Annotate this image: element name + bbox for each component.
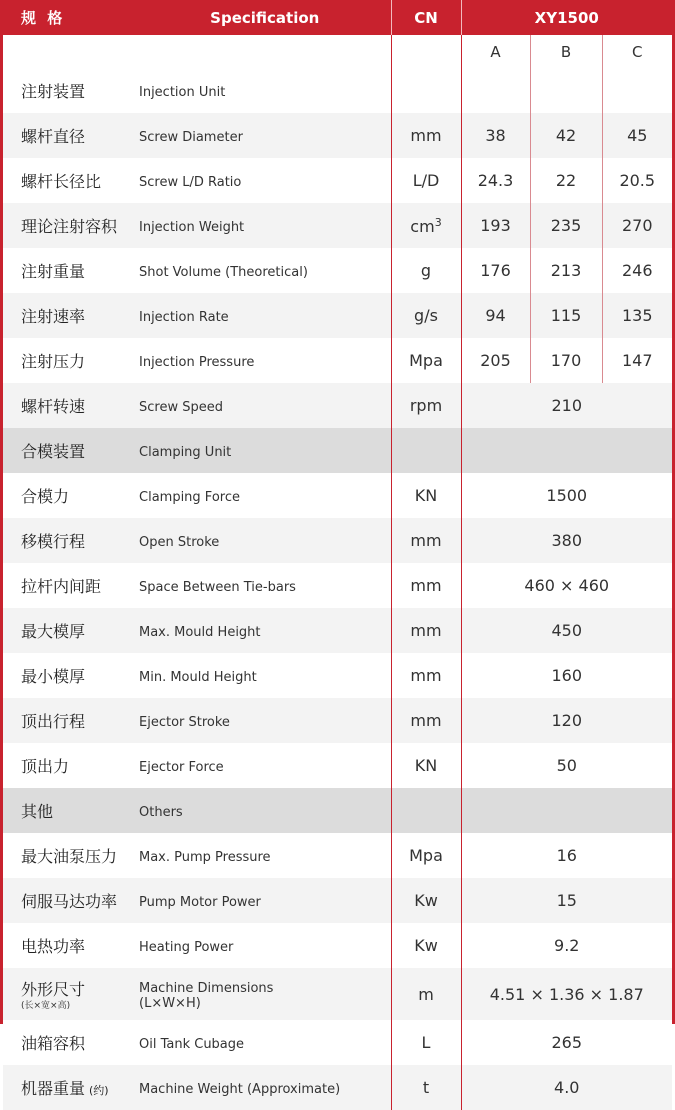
row-cn-text: 外形尺寸 [21,980,86,999]
row-en-label: Oil Tank Cubage [139,1037,245,1052]
row-cn-text: 注射装置 [21,82,86,101]
row-unit-text: mm [410,666,442,685]
row-unit-text: rpm [409,396,443,415]
row-unit-sup: 3 [434,215,442,229]
row-value: 120 [461,698,672,743]
row-unit [391,833,461,878]
variant-label: A [461,35,530,68]
variant-label: C [602,35,672,68]
row-unit [391,653,461,698]
row-value: 4.51 × 1.36 × 1.87 [461,968,672,1020]
spec-row [3,968,672,1020]
row-unit [391,608,461,653]
row-unit-text: L/D [412,171,440,190]
spec-table [3,0,672,1110]
row-cn-label [3,878,139,923]
variant-label: B [530,35,602,68]
row-value: 16 [461,833,672,878]
row-unit [391,743,461,788]
row-cn-text: 螺杆直径 [21,127,86,146]
row-value: 160 [461,653,672,698]
row-unit-text: KN [414,756,438,775]
row-cn-text: 移模行程 [21,532,86,551]
spec-row [3,158,672,203]
row-en-label: Others [139,788,391,833]
row-value [461,68,530,113]
row-cn-label [3,158,139,203]
row-unit [391,518,461,563]
spec-row [3,563,672,608]
row-unit [391,158,461,203]
header-model-label: XY1500 [461,0,672,35]
spec-row [3,698,672,743]
row-value [461,428,672,473]
header-row [3,0,672,35]
row-cn-text: 最大油泵压力 [21,847,118,866]
spec-row [3,1065,672,1110]
row-value: 380 [461,518,672,563]
row-unit [391,788,461,833]
row-unit [391,923,461,968]
row-cn-text: 伺服马达功率 [21,892,118,911]
row-cn-text: 油箱容积 [21,1034,86,1053]
row-unit [391,428,461,473]
row-cn-text: 最小模厚 [21,667,86,686]
row-cn-text: 顶出行程 [21,712,86,731]
row-unit [391,113,461,158]
header-spec-label: Specification [139,0,391,35]
spec-row [3,293,672,338]
row-en-label: Pump Motor Power [139,878,391,923]
row-cn-text: 最大模厚 [21,622,86,641]
spec-row [3,923,672,968]
row-cn-label [3,968,139,1020]
row-value: 235 [530,203,602,248]
row-unit-text: L [421,1033,431,1052]
row-cn-label [3,1020,139,1065]
row-unit-text: g/s [414,306,438,325]
row-unit-text: mm [410,531,442,550]
row-unit-text: Mpa [409,351,443,370]
row-unit [391,248,461,293]
row-en-label: Open Stroke [139,518,391,563]
row-value: 115 [530,293,602,338]
row-en-label: Injection Pressure [139,355,255,370]
spec-row [3,1020,672,1065]
row-cn-text: 拉杆内间距 [21,577,102,596]
row-cn-label [3,1065,139,1110]
spec-row [3,743,672,788]
row-en-label: Max. Mould Height [139,608,391,653]
row-en-label: Ejector Stroke [139,698,391,743]
row-unit-text: Kw [414,936,438,955]
row-cn-label [3,743,139,788]
spec-row [3,338,672,383]
spec-row [3,878,672,923]
row-unit-text: Mpa [409,846,443,865]
row-en-label: Ejector Force [139,760,224,775]
row-unit-text: g [420,261,432,280]
row-value: 176 [461,248,530,293]
row-value [530,68,602,113]
row-unit [391,338,461,383]
row-en-label: Heating Power [139,940,234,955]
spec-row [3,248,672,293]
spec-row [3,473,672,518]
row-cn-text: 螺杆长径比 [21,172,102,191]
row-cn-text: 合模力 [21,487,70,506]
row-value: 1500 [461,473,672,518]
row-cn-label [3,653,139,698]
row-unit [391,563,461,608]
row-value: 460 × 460 [461,563,672,608]
row-en-label: Shot Volume (Theoretical) [139,265,308,280]
row-cn-label [3,113,139,158]
row-value: 50 [461,743,672,788]
spec-row [3,383,672,428]
row-value: 4.0 [461,1065,672,1110]
row-en-text: (L×W×H) [139,996,201,1011]
row-unit [391,1065,461,1110]
row-unit [391,383,461,428]
header-unit-label: CN [391,0,461,35]
row-value: 205 [461,338,530,383]
row-en-label: Screw Diameter [139,113,391,158]
row-value: 246 [602,248,672,293]
section-row [3,788,672,833]
row-cn-text: 注射重量 [21,262,86,281]
row-cn-text: 理论注射容积 [21,217,118,236]
row-unit-text: mm [410,576,442,595]
row-cn-label [3,518,139,563]
row-cn-text: 机器重量 [21,1079,86,1098]
row-en-label: Clamping Unit [139,428,391,473]
row-en-label: Injection Weight [139,203,391,248]
row-value: 42 [530,113,602,158]
row-value: 270 [602,203,672,248]
row-cn-label [3,473,139,518]
header-cn-label: 规 格 [3,0,139,35]
row-unit-text: Kw [414,891,438,910]
row-cn-label [3,68,139,113]
row-en-label: Machine Weight (Approximate) [139,1065,391,1110]
row-cn-text: 其他 [21,802,54,821]
row-en-label: Injection Unit [139,85,226,100]
spec-row [3,518,672,563]
row-cn-label [3,563,139,608]
row-en-label: Screw Speed [139,383,391,428]
row-cn-text: 注射压力 [21,352,86,371]
row-en-label: Max. Pump Pressure [139,850,271,865]
row-cn-text: 合模装置 [21,442,86,461]
row-value: 38 [461,113,530,158]
row-unit [391,473,461,518]
spec-row [3,68,672,113]
row-cn-text: 注射速率 [21,307,86,326]
row-unit-text: cm [410,216,435,236]
row-unit [391,878,461,923]
row-unit-text: m [418,984,434,1004]
row-value: 22 [530,158,602,203]
spec-row [3,608,672,653]
row-en-label: Clamping Force [139,490,240,505]
row-en-label: Injection Rate [139,293,391,338]
row-cn-label [3,698,139,743]
row-unit [391,698,461,743]
row-cn-text: 螺杆转速 [21,397,86,416]
row-unit-text: t [422,1078,430,1097]
row-unit [391,1020,461,1065]
row-value: 170 [530,338,602,383]
row-unit [391,68,461,113]
row-value: 20.5 [602,158,672,203]
row-unit-text: KN [414,486,438,505]
section-row [3,428,672,473]
spec-row [3,203,672,248]
row-unit [391,293,461,338]
row-value: 213 [530,248,602,293]
row-cn-label [3,428,139,473]
spec-row [3,113,672,158]
row-en-label [139,968,391,1020]
row-cn-label [3,203,139,248]
row-value [461,788,672,833]
spec-row [3,833,672,878]
row-cn-label [3,338,139,383]
row-value: 45 [602,113,672,158]
row-value: 450 [461,608,672,653]
row-en-label: Screw L/D Ratio [139,175,242,190]
row-cn-label [3,923,139,968]
row-value: 94 [461,293,530,338]
row-value: 210 [461,383,672,428]
row-value: 135 [602,293,672,338]
row-value: 15 [461,878,672,923]
row-cn-label [3,788,139,833]
row-unit-text: mm [410,621,442,640]
row-value: 147 [602,338,672,383]
row-cn-text: 顶出力 [21,757,70,776]
row-cn-label [3,608,139,653]
row-cn-note: (约) [89,1084,109,1097]
variant-row [3,35,672,68]
row-en-label: Space Between Tie-bars [139,580,296,595]
row-unit [391,968,461,1020]
row-cn-note: (长×宽×高) [21,1001,71,1011]
row-cn-label [3,293,139,338]
spec-row [3,653,672,698]
row-cn-label [3,833,139,878]
row-cn-text: 电热功率 [21,937,86,956]
row-cn-label [3,248,139,293]
row-cn-label [3,383,139,428]
row-value: 9.2 [461,923,672,968]
row-unit-text: mm [410,711,442,730]
row-value: 193 [461,203,530,248]
row-value [602,68,672,113]
row-unit [391,203,461,248]
row-value: 265 [461,1020,672,1065]
row-unit-text: mm [410,126,442,145]
row-en-text: Machine Dimensions [139,981,274,996]
row-en-label: Min. Mould Height [139,670,257,685]
row-value: 24.3 [461,158,530,203]
